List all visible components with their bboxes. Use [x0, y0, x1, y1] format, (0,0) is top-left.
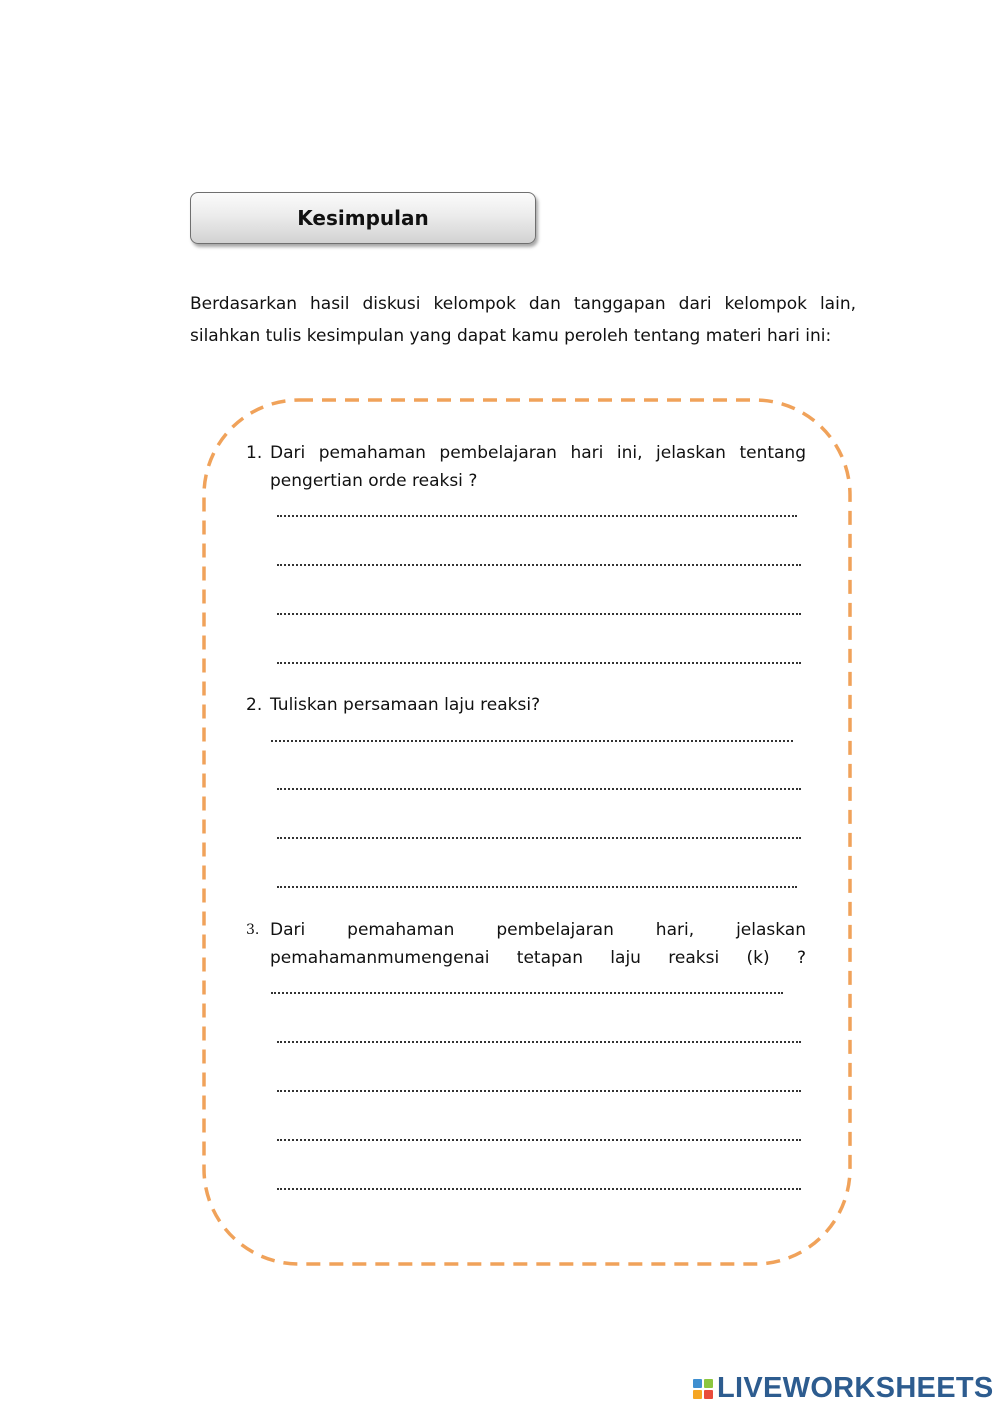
- answer-line[interactable]: [277, 562, 801, 566]
- question-1-number: 1.: [246, 443, 263, 463]
- answer-line[interactable]: [277, 660, 801, 664]
- question-3-number: 3.: [246, 922, 260, 938]
- question-3-text: Dari pemahaman pembelajaran hari, jelaskan pemahamanmumengenai tetapan laju reaksi (k) ?: [270, 920, 806, 968]
- answer-line[interactable]: [277, 786, 801, 790]
- question-2: [246, 691, 806, 719]
- answer-line[interactable]: [277, 611, 801, 615]
- page-title: Kesimpulan: [297, 206, 429, 230]
- answer-line[interactable]: [277, 884, 797, 888]
- answer-line[interactable]: [277, 1137, 801, 1141]
- intro-paragraph: Berdasarkan hasil diskusi kelompok dan tanggapan dari kelompok lain, silahkan tulis kesimpulan yang dapat kamu peroleh tentang materi hari ini:: [190, 294, 856, 346]
- answer-line[interactable]: [277, 1039, 801, 1043]
- answer-line[interactable]: [271, 990, 783, 994]
- question-1: [246, 439, 806, 495]
- answer-frame: [202, 398, 852, 1266]
- question-1-text: Dari pemahaman pembelajaran hari ini, jelaskan tentang pengertian orde reaksi ?: [270, 443, 806, 491]
- answer-line[interactable]: [277, 835, 801, 839]
- brand-name: LIVEWORKSHEETS: [717, 1372, 994, 1404]
- title-box: [190, 192, 536, 244]
- logo-blocks-icon: [693, 1379, 713, 1399]
- liveworksheets-logo[interactable]: [693, 1372, 994, 1405]
- question-2-text: Tuliskan persamaan laju reaksi?: [270, 695, 541, 715]
- answer-line[interactable]: [277, 1186, 801, 1190]
- answer-line[interactable]: [277, 1088, 801, 1092]
- answer-line[interactable]: [271, 738, 793, 742]
- answer-line[interactable]: [277, 513, 797, 517]
- question-2-number: 2.: [246, 695, 263, 715]
- question-3: [246, 916, 806, 972]
